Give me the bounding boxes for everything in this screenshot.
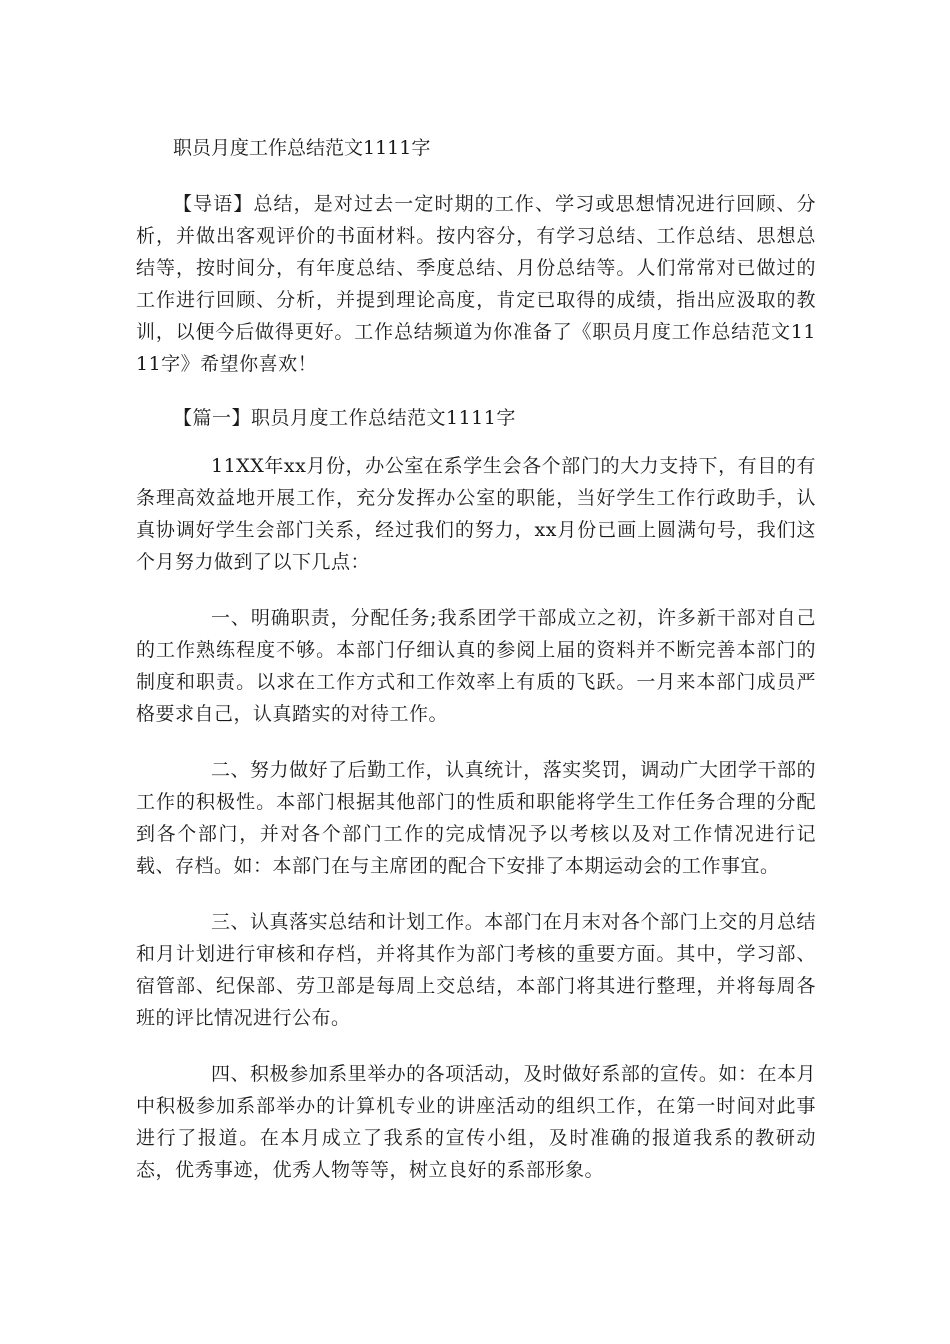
- document-page: [136, 128, 816, 1186]
- body-paragraph-4: 三、认真落实总结和计划工作。本部门在月末对各个部门上交的月总结和月计划进行审核和存档，并将其作为部门考核的重要方面。其中，学习部、宿管部、纪保部、劳卫部是每周上交总结，本部门将其进行整理，并将每周各班的评比情况进行公布。: [136, 911, 816, 1029]
- section-heading: 【篇一】职员月度工作总结范文1111字: [173, 407, 516, 429]
- body-paragraph-1: 11XX年xx月份，办公室在系学生会各个部门的大力支持下，有目的有条理高效益地开展工作，充分发挥办公室的职能，当好学生工作行政助手，认真协调好学生会部门关系，经过我们的努力，xx月份已画上圆满句号，我们这个月努力做到了以下几点：: [136, 455, 816, 573]
- body-paragraph-5: 四、积极参加系里举办的各项活动，及时做好系部的宣传。如：在本月中积极参加系部举办的计算机专业的讲座活动的组织工作，在第一时间对此事进行了报道。在本月成立了我系的宣传小组，及时准确的报道我系的教研动态，优秀事迹，优秀人物等等，树立良好的系部形象。: [136, 1063, 816, 1181]
- body-paragraph-2: 一、明确职责，分配任务;我系团学干部成立之初，许多新干部对自己的工作熟练程度不够。本部门仔细认真的参阅上届的资料并不断完善本部门的制度和职责。以求在工作方式和工作效率上有质的飞跃。一月来本部门成员严格要求自己，认真踏实的对待工作。: [136, 607, 816, 725]
- body-paragraph-3: 二、努力做好了后勤工作，认真统计，落实奖罚，调动广大团学干部的工作的积极性。本部门根据其他部门的性质和职能将学生工作任务合理的分配到各个部门，并对各个部门工作的完成情况予以考核以及对工作情况进行记载、存档。如：本部门在与主席团的配合下安排了本期运动会的工作事宜。: [136, 759, 816, 877]
- intro-paragraph: 【导语】总结，是对过去一定时期的工作、学习或思想情况进行回顾、分析，并做出客观评价的书面材料。按内容分，有学习总结、工作总结、思想总结等，按时间分，有年度总结、季度总结、月份总结等。人们常常对已做过的工作进行回顾、分析，并提到理论高度，肯定已取得的成绩，指出应汲取的教训，以便今后做得更好。工作总结频道为你准备了《职员月度工作总结范文1111字》希望你喜欢！: [136, 193, 816, 375]
- document-title: 职员月度工作总结范文1111字: [173, 137, 431, 159]
